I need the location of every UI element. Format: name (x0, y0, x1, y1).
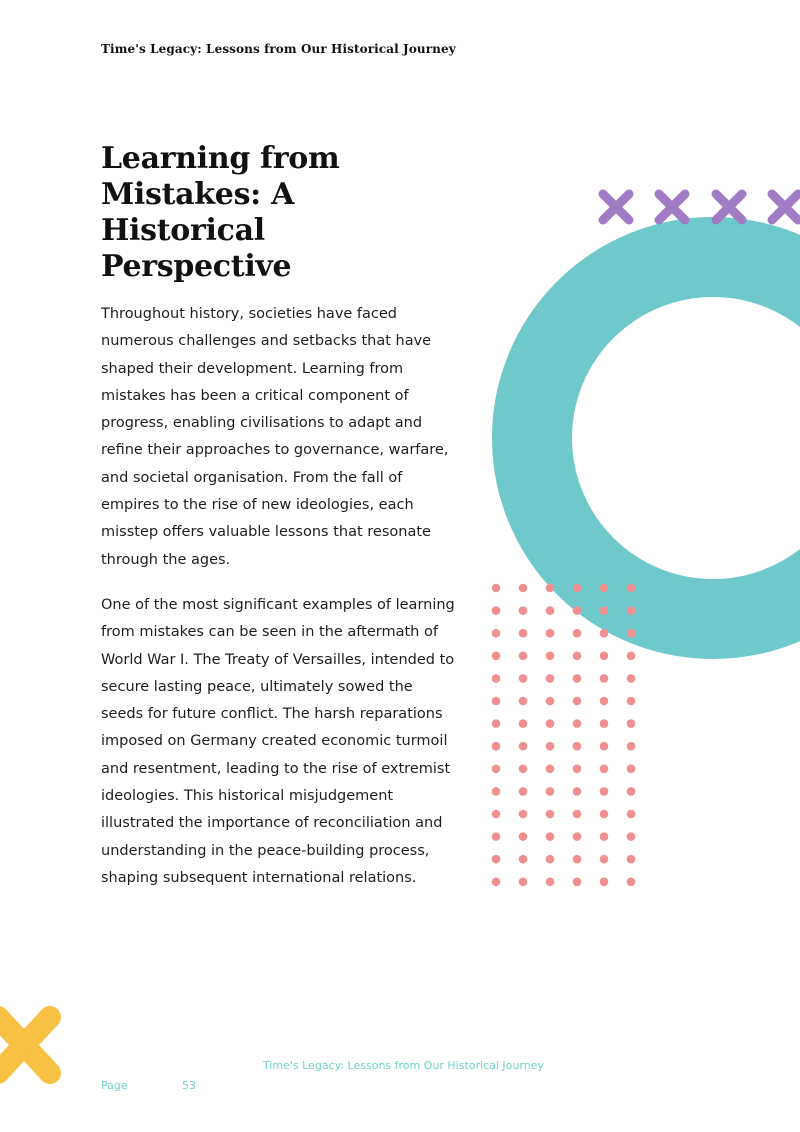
dot (600, 855, 609, 864)
dot (519, 584, 528, 593)
dot (546, 629, 555, 638)
dot (492, 629, 501, 638)
dot (519, 652, 528, 661)
x-mark-icon (716, 194, 742, 220)
dot (492, 719, 501, 728)
dot (573, 584, 582, 593)
dot (492, 810, 501, 819)
dot (492, 765, 501, 774)
dot (546, 832, 555, 841)
dot (519, 855, 528, 864)
dot (627, 719, 636, 728)
body-paragraph-1: Throughout history, societies have faced numerous challenges and setbacks that have shaped their development. Learning from mistakes has been a critical component of progress, enabling civilisations to adapt and refine their approaches to governance, warfare, and societal organisation. From the fall of empires to the rise of new ideologies, each misstep offers valuable lessons that resonate through the ages. (101, 306, 449, 568)
dot (519, 674, 528, 683)
dot (546, 674, 555, 683)
dot (546, 584, 555, 593)
dot (573, 765, 582, 774)
dot (627, 832, 636, 841)
dot (627, 674, 636, 683)
dot (546, 765, 555, 774)
yellow-cross-icon (0, 1017, 50, 1073)
dot (492, 855, 501, 864)
x-mark-icon (659, 194, 685, 220)
dot (573, 832, 582, 841)
dot (627, 584, 636, 593)
dot (492, 787, 501, 796)
x-mark-icon (603, 194, 629, 220)
dot (519, 832, 528, 841)
dot (546, 742, 555, 751)
dot (546, 652, 555, 661)
dot (627, 606, 636, 615)
dot (546, 855, 555, 864)
dot (573, 674, 582, 683)
dot (600, 629, 609, 638)
dot (492, 832, 501, 841)
dot (600, 584, 609, 593)
dot (519, 719, 528, 728)
purple-cross-row (603, 194, 798, 220)
dot (600, 697, 609, 706)
dot (627, 855, 636, 864)
footer-page-label: Page (101, 1079, 128, 1092)
dot (600, 742, 609, 751)
dot (627, 697, 636, 706)
dot (627, 878, 636, 887)
dot (492, 742, 501, 751)
teal-ring-shape (532, 257, 800, 619)
dot (573, 697, 582, 706)
dot (492, 584, 501, 593)
footer-page-number: 53 (182, 1079, 196, 1092)
dot (546, 787, 555, 796)
dot (519, 697, 528, 706)
dot (519, 765, 528, 774)
dot (627, 787, 636, 796)
running-header: Time's Legacy: Lessons from Our Historical Journey (101, 42, 456, 56)
dot (573, 855, 582, 864)
dot (600, 787, 609, 796)
dot (546, 810, 555, 819)
dot (627, 629, 636, 638)
dot (573, 742, 582, 751)
dot (519, 787, 528, 796)
dot (573, 719, 582, 728)
dot (627, 652, 636, 661)
dot (519, 810, 528, 819)
dot (546, 719, 555, 728)
dot (573, 629, 582, 638)
dot (600, 606, 609, 615)
dot (519, 878, 528, 887)
dot (573, 878, 582, 887)
dot (573, 606, 582, 615)
dot (492, 674, 501, 683)
dot (573, 787, 582, 796)
dot (573, 652, 582, 661)
dot (492, 606, 501, 615)
x-mark-icon (772, 194, 798, 220)
dot (600, 810, 609, 819)
dot (600, 878, 609, 887)
dot (546, 878, 555, 887)
footer-title: Time's Legacy: Lessons from Our Historical Journey (263, 1059, 544, 1072)
dot (546, 697, 555, 706)
dot (627, 765, 636, 774)
dot (627, 810, 636, 819)
dot (573, 810, 582, 819)
dot (492, 652, 501, 661)
dot (519, 606, 528, 615)
dot (600, 674, 609, 683)
body-paragraph-2: One of the most significant examples of learning from mistakes can be seen in the aftermath of World War I. The Treaty of Versailles, intended to secure lasting peace, ultimately sowed the seeds for future conflict. The harsh reparations imposed on Germany created economic turmoil and resentment, leading to the rise of extremist ideologies. This historical misjudgement illustrated the importance of reconciliation and understanding in the peace-building process, shaping subsequent international relations. (101, 597, 455, 886)
dot (627, 742, 636, 751)
dot (519, 629, 528, 638)
dot (519, 742, 528, 751)
dot (546, 606, 555, 615)
dot (600, 765, 609, 774)
dot (600, 652, 609, 661)
dot (492, 697, 501, 706)
dot (600, 832, 609, 841)
dot (492, 878, 501, 887)
page-title: Learning from Mistakes: A Historical Perspective (101, 141, 340, 284)
dot (600, 719, 609, 728)
